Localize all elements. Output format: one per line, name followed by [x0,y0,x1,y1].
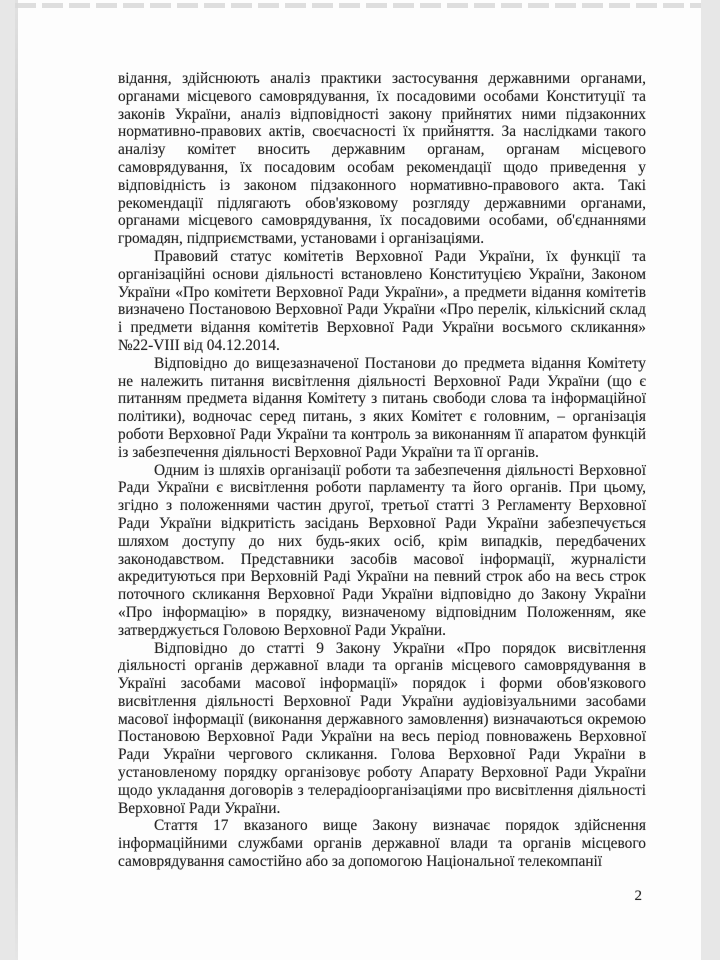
paragraph: Відповідно до вищезазначеної Постанови до предмета відання Комітету не належить питання висвітлення діяльності Верховної Ради України (що є питанням предмета відання Комітету з питань свободи слова та інформаційної політики), водночас серед питань, з яких Комітет є головним, – організація роботи Верховної Ради України та контроль за виконанням її апаратом функцій із забезпечення діяльності Верховної Ради України та її органів. [118,354,646,461]
paragraph: Правовий статус комітетів Верховної Ради України, їх функції та організаційні основи діяльності встановлено Конституцією України, Законом України «Про комітети Верховної Ради України», а предмети відання комітетів визначено Постановою Верховної Ради України «Про перелік, кількісний склад і предмети відання комітетів Верховної Ради України восьмого скликання» №22-VIII від 04.12.2014. [118,247,646,354]
page-text [118,70,646,871]
perforation-line [15,3,701,8]
paragraph: Стаття 17 вказаного вище Закону визначає порядок здійснення інформаційними службами органів державної влади та органів місцевого самоврядування самостійно або за допомогою Національної телекомпанії [118,817,646,871]
page-edge-shadow [15,0,18,960]
paragraph: Відповідно до статті 9 Закону України «Про порядок висвітлення діяльності органів державної влади та органів місцевого самоврядування в Україні засобами масової інформації» порядок і форми обов'язкового висвітлення діяльності Верховної Ради України аудіовізуальними засобами масової інформації (виконання державного замовлення) визначаються окремою Постановою Верховної Ради України на весь період повноважень Верховної Ради України чергового скликання. Голова Верховної Ради України в установленому порядку організовує роботу Апарату Верховної Ради України щодо укладання договорів з телерадіоорганізаціями про висвітлення діяльності Верховної Ради України. [118,639,646,817]
page-number: 2 [634,888,642,904]
paragraph: відання, здійснюють аналіз практики застосування державними органами, органами місцевого самоврядування, їх посадовими особами Конституції та законів України, аналіз відповідності закону прийнятих ними підзаконних нормативно-правових актів, своєчасності їх прийняття. За наслідками такого аналізу комітет вносить державним органам, органам місцевого самоврядування, їх посадовим особам рекомендації щодо приведення у відповідність із законом підзаконного нормативно-правового акта. Такі рекомендації підлягають обов'язковому розгляду державними органами, органами місцевого самоврядування, їх посадовими особами, об'єднаннями громадян, підприємствами, установами і організаціями. [118,70,646,248]
paragraph: Одним із шляхів організації роботи та забезпечення діяльності Верховної Ради України є висвітлення роботи парламенту та його органів. При цьому, згідно з положеннями частин другої, третьої статті 3 Регламенту Верховної Ради України відкритість засідань Верховної Ради України забезпечується шляхом доступу до них будь-яких осіб, крім випадків, передбачених законодавством. Представники засобів масової інформації, журналісти акредитуються при Верховній Раді України на певний строк або на весь строк поточного скликання Верховної Ради України відповідно до Закону України «Про інформацію» в порядку, визначеному відповідним Положенням, яке затверджується Головою Верховної Ради України. [118,461,646,639]
